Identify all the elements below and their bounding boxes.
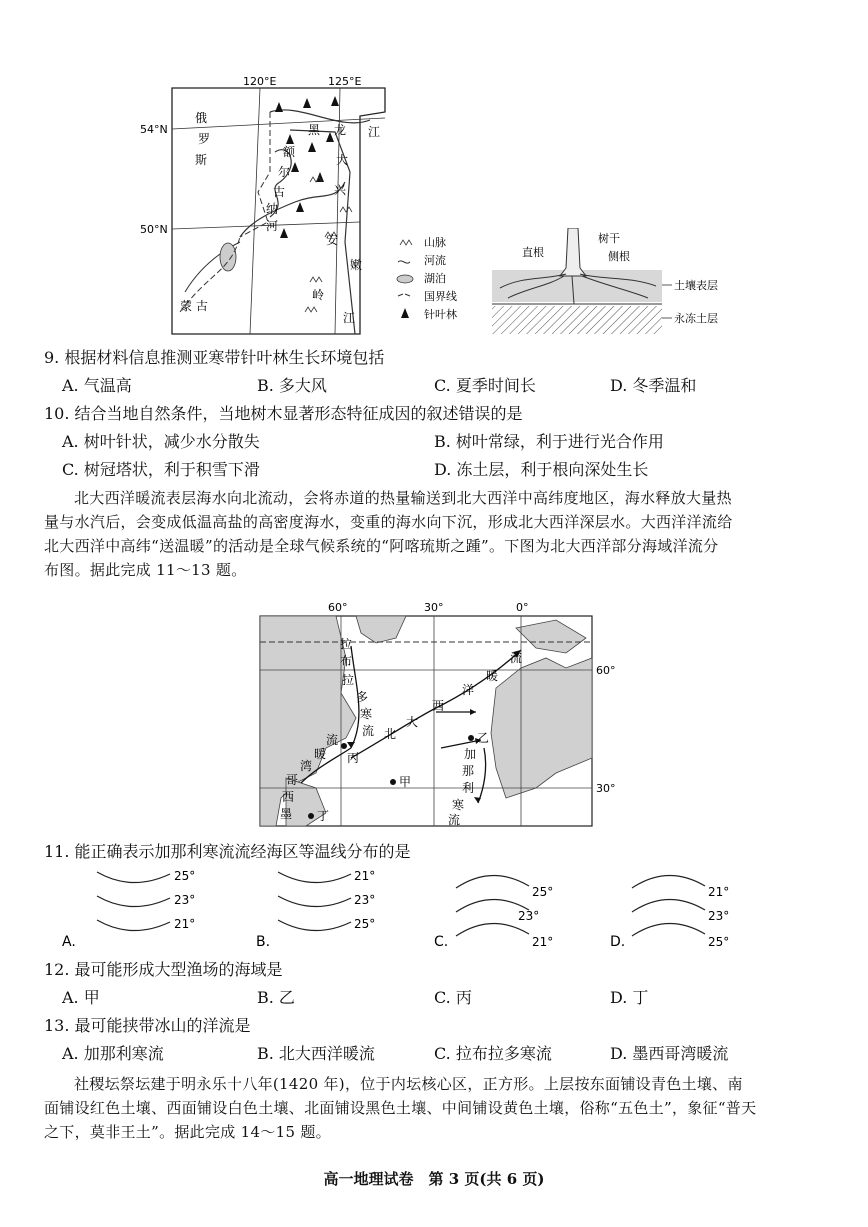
label-heilongjiang: 黑 [308, 123, 321, 137]
q11-letter-a: A. [62, 934, 76, 950]
lat-label-50: 50°N [140, 223, 168, 236]
lat-label-60: 60° [596, 664, 616, 677]
page-footer: 高一地理试卷 第 3 页(共 6 页) [323, 1170, 545, 1188]
q11-option-d[interactable] [610, 866, 760, 954]
q12-stem: 12. 最可能形成大型渔场的海域是 [44, 960, 283, 979]
label-russia: 俄 [195, 111, 208, 125]
label-daxinganling: 大 [336, 153, 349, 167]
q11-option-c[interactable] [434, 866, 584, 954]
q10-stem: 10. 结合当地自然条件，当地树木显著形态特征成因的叙述错误的是 [44, 404, 523, 423]
isotherm-label: 21° [174, 917, 196, 931]
label-nad: 大 [406, 715, 419, 729]
isotherm-label: 25° [174, 869, 196, 883]
q12-option-c[interactable]: C. 丙 [434, 988, 472, 1007]
q9-option-b[interactable]: B. 多大风 [257, 376, 327, 395]
passage-1 [44, 486, 834, 582]
passage-line: 之下，莫非王土”。据此完成 14～15 题。 [44, 1123, 331, 1141]
label-jia: 甲 [399, 775, 412, 789]
map-north-atlantic [256, 598, 626, 830]
label-russia: 罗 [198, 132, 211, 146]
label-labrador: 拉 [340, 637, 353, 651]
label-nad: 北 [384, 727, 397, 741]
passage-line: 量与水汽后，会变成低温高盐的高密度海水，变重的海水向下沉，形成北大西洋深层水。大西洋洋流给 [44, 513, 733, 531]
q10-option-b[interactable]: B. 树叶常绿，利于进行光合作用 [434, 432, 664, 451]
label-yi: 乙 [477, 731, 490, 745]
isotherm-label: 23° [354, 893, 376, 907]
label-labrador: 多 [356, 690, 369, 704]
label-heilongjiang: 江 [368, 125, 381, 139]
q9-option-d[interactable]: D. 冬季温和 [610, 376, 697, 395]
lake-icon [397, 275, 413, 283]
lon-label-120: 120°E [243, 75, 277, 88]
q12-option-a[interactable]: A. 甲 [62, 988, 100, 1007]
q9-option-c[interactable]: C. 夏季时间长 [434, 376, 536, 395]
q13-option-d[interactable]: D. 墨西哥湾暖流 [610, 1044, 729, 1063]
q10-option-a[interactable]: A. 树叶针状，减少水分散失 [62, 432, 260, 451]
label-nad: 洋 [462, 683, 475, 697]
label-gulf: 流 [326, 733, 339, 747]
q10-option-c[interactable]: C. 树冠塔状，利于积雪下滑 [62, 460, 260, 479]
label-nenjiang: 江 [343, 311, 356, 325]
label-erguna: 纳 [266, 202, 279, 216]
q11-stem: 11. 能正确表示加那利寒流流经海区等温线分布的是 [44, 842, 411, 861]
label-bing: 丙 [347, 751, 360, 765]
point-ding [308, 813, 314, 819]
isotherm-label: 25° [354, 917, 376, 931]
label-erguna: 尔 [278, 165, 291, 179]
q12-option-b[interactable]: B. 乙 [257, 988, 295, 1007]
label-ding: 丁 [317, 809, 330, 823]
q10-option-d[interactable]: D. 冻土层，利于根向深处生长 [434, 460, 649, 479]
label-canary: 加 [464, 747, 477, 761]
label-heilongjiang: 龙 [334, 123, 347, 137]
isotherm-label: 25° [708, 935, 730, 949]
q11-letter-b: B. [256, 934, 271, 950]
legend-river: 河流 [424, 254, 446, 267]
label-erguna: 河 [266, 219, 279, 233]
label-russia: 斯 [195, 153, 208, 167]
q13-option-a[interactable]: A. 加那利寒流 [62, 1044, 164, 1063]
river-icon [398, 261, 410, 263]
q13-option-c[interactable]: C. 拉布拉多寒流 [434, 1044, 552, 1063]
lat-label-54: 54°N [140, 123, 168, 136]
label-canary: 流 [448, 813, 461, 827]
label-gulf: 暖 [314, 747, 327, 761]
q11-option-a[interactable] [62, 866, 212, 954]
lon-label-0: 0° [516, 601, 529, 614]
label-lateral-root: 侧根 [608, 250, 630, 263]
legend-mountain: 山脉 [424, 236, 446, 249]
passage-2 [44, 1072, 834, 1144]
legend-lake: 湖泊 [424, 272, 446, 285]
q9-option-a[interactable]: A. 气温高 [62, 376, 132, 395]
point-yi [468, 735, 474, 741]
lat-label-30: 30° [596, 782, 616, 795]
q12-option-d[interactable]: D. 丁 [610, 988, 649, 1007]
label-trunk: 树干 [598, 232, 620, 245]
label-permafrost: 永冻土层 [674, 312, 718, 325]
isotherm-label: 21° [354, 869, 376, 883]
label-gulf: 哥 [286, 773, 299, 787]
passage-line: 北大西洋中高纬“送温暖”的活动是全球气候系统的“阿喀琉斯之踵”。下图为北大西洋部分海域洋流分 [44, 537, 719, 555]
legend-conifer: 针叶林 [424, 308, 457, 321]
lon-label-125: 125°E [328, 75, 362, 88]
lon-label-60: 60° [328, 601, 348, 614]
label-topsoil: 土壤表层 [674, 279, 718, 292]
label-daxinganling: 兴 [334, 183, 347, 197]
isotherm-label: 21° [708, 885, 730, 899]
isotherm-label: 25° [532, 885, 554, 899]
point-jia [390, 779, 396, 785]
label-canary: 那 [462, 764, 475, 778]
label-daxinganling: 岭 [312, 288, 325, 302]
q11-option-b[interactable] [256, 866, 406, 954]
isotherm-label: 21° [532, 935, 554, 949]
label-taproot: 直根 [522, 246, 544, 259]
label-labrador: 流 [362, 724, 375, 738]
label-gulf: 墨 [280, 807, 293, 821]
q11-letter-d: D. [610, 934, 626, 950]
label-labrador: 布 [340, 654, 353, 668]
q13-stem: 13. 最可能挟带冰山的洋流是 [44, 1016, 251, 1035]
label-erguna: 古 [273, 185, 286, 199]
label-nad: 暖 [486, 669, 499, 683]
lon-label-30: 30° [424, 601, 444, 614]
point-bing [341, 743, 347, 749]
isotherm-label: 23° [518, 909, 540, 923]
legend-border: 国界线 [424, 290, 457, 303]
label-daxinganling: 安 [326, 233, 339, 247]
label-canary: 利 [462, 781, 475, 795]
label-mongolia: 蒙 古 [180, 299, 208, 313]
border-icon [398, 294, 410, 296]
q9-stem: 9. 根据材料信息推测亚寒带针叶林生长环境包括 [44, 348, 385, 367]
mountain-icon [400, 240, 412, 245]
q11-letter-c: C. [434, 934, 449, 950]
label-labrador: 拉 [342, 673, 355, 687]
tree-root-diagram [488, 228, 738, 338]
label-labrador: 寒 [360, 707, 373, 721]
label-nad: 流 [510, 651, 523, 665]
passage-line: 北大西洋暖流表层海水向北流动，会将赤道的热量输送到北大西洋中高纬度地区，海水释放大量热 [74, 489, 732, 507]
label-nenjiang: 嫩 [350, 258, 363, 272]
isotherm-label: 23° [174, 893, 196, 907]
passage-line: 布图。据此完成 11～13 题。 [44, 561, 247, 579]
label-nad: 西 [432, 699, 445, 713]
isotherm-label: 23° [708, 909, 730, 923]
q13-option-b[interactable]: B. 北大西洋暖流 [257, 1044, 375, 1063]
label-canary: 寒 [452, 798, 465, 812]
map1-legend [394, 232, 484, 332]
label-gulf: 西 [282, 790, 295, 804]
passage-line: 面铺设红色土壤、西面铺设白色土壤、北面铺设黑色土壤、中间铺设黄色土壤，俗称“五色土”，象征“普天 [44, 1099, 757, 1117]
label-gulf: 湾 [300, 759, 313, 773]
conifer-icon [401, 308, 409, 318]
passage-line: 社稷坛祭坛建于明永乐十八年(1420 年)，位于内坛核心区，正方形。上层按东面铺设青色土壤、南 [74, 1075, 743, 1093]
label-erguna: 额 [283, 145, 296, 159]
